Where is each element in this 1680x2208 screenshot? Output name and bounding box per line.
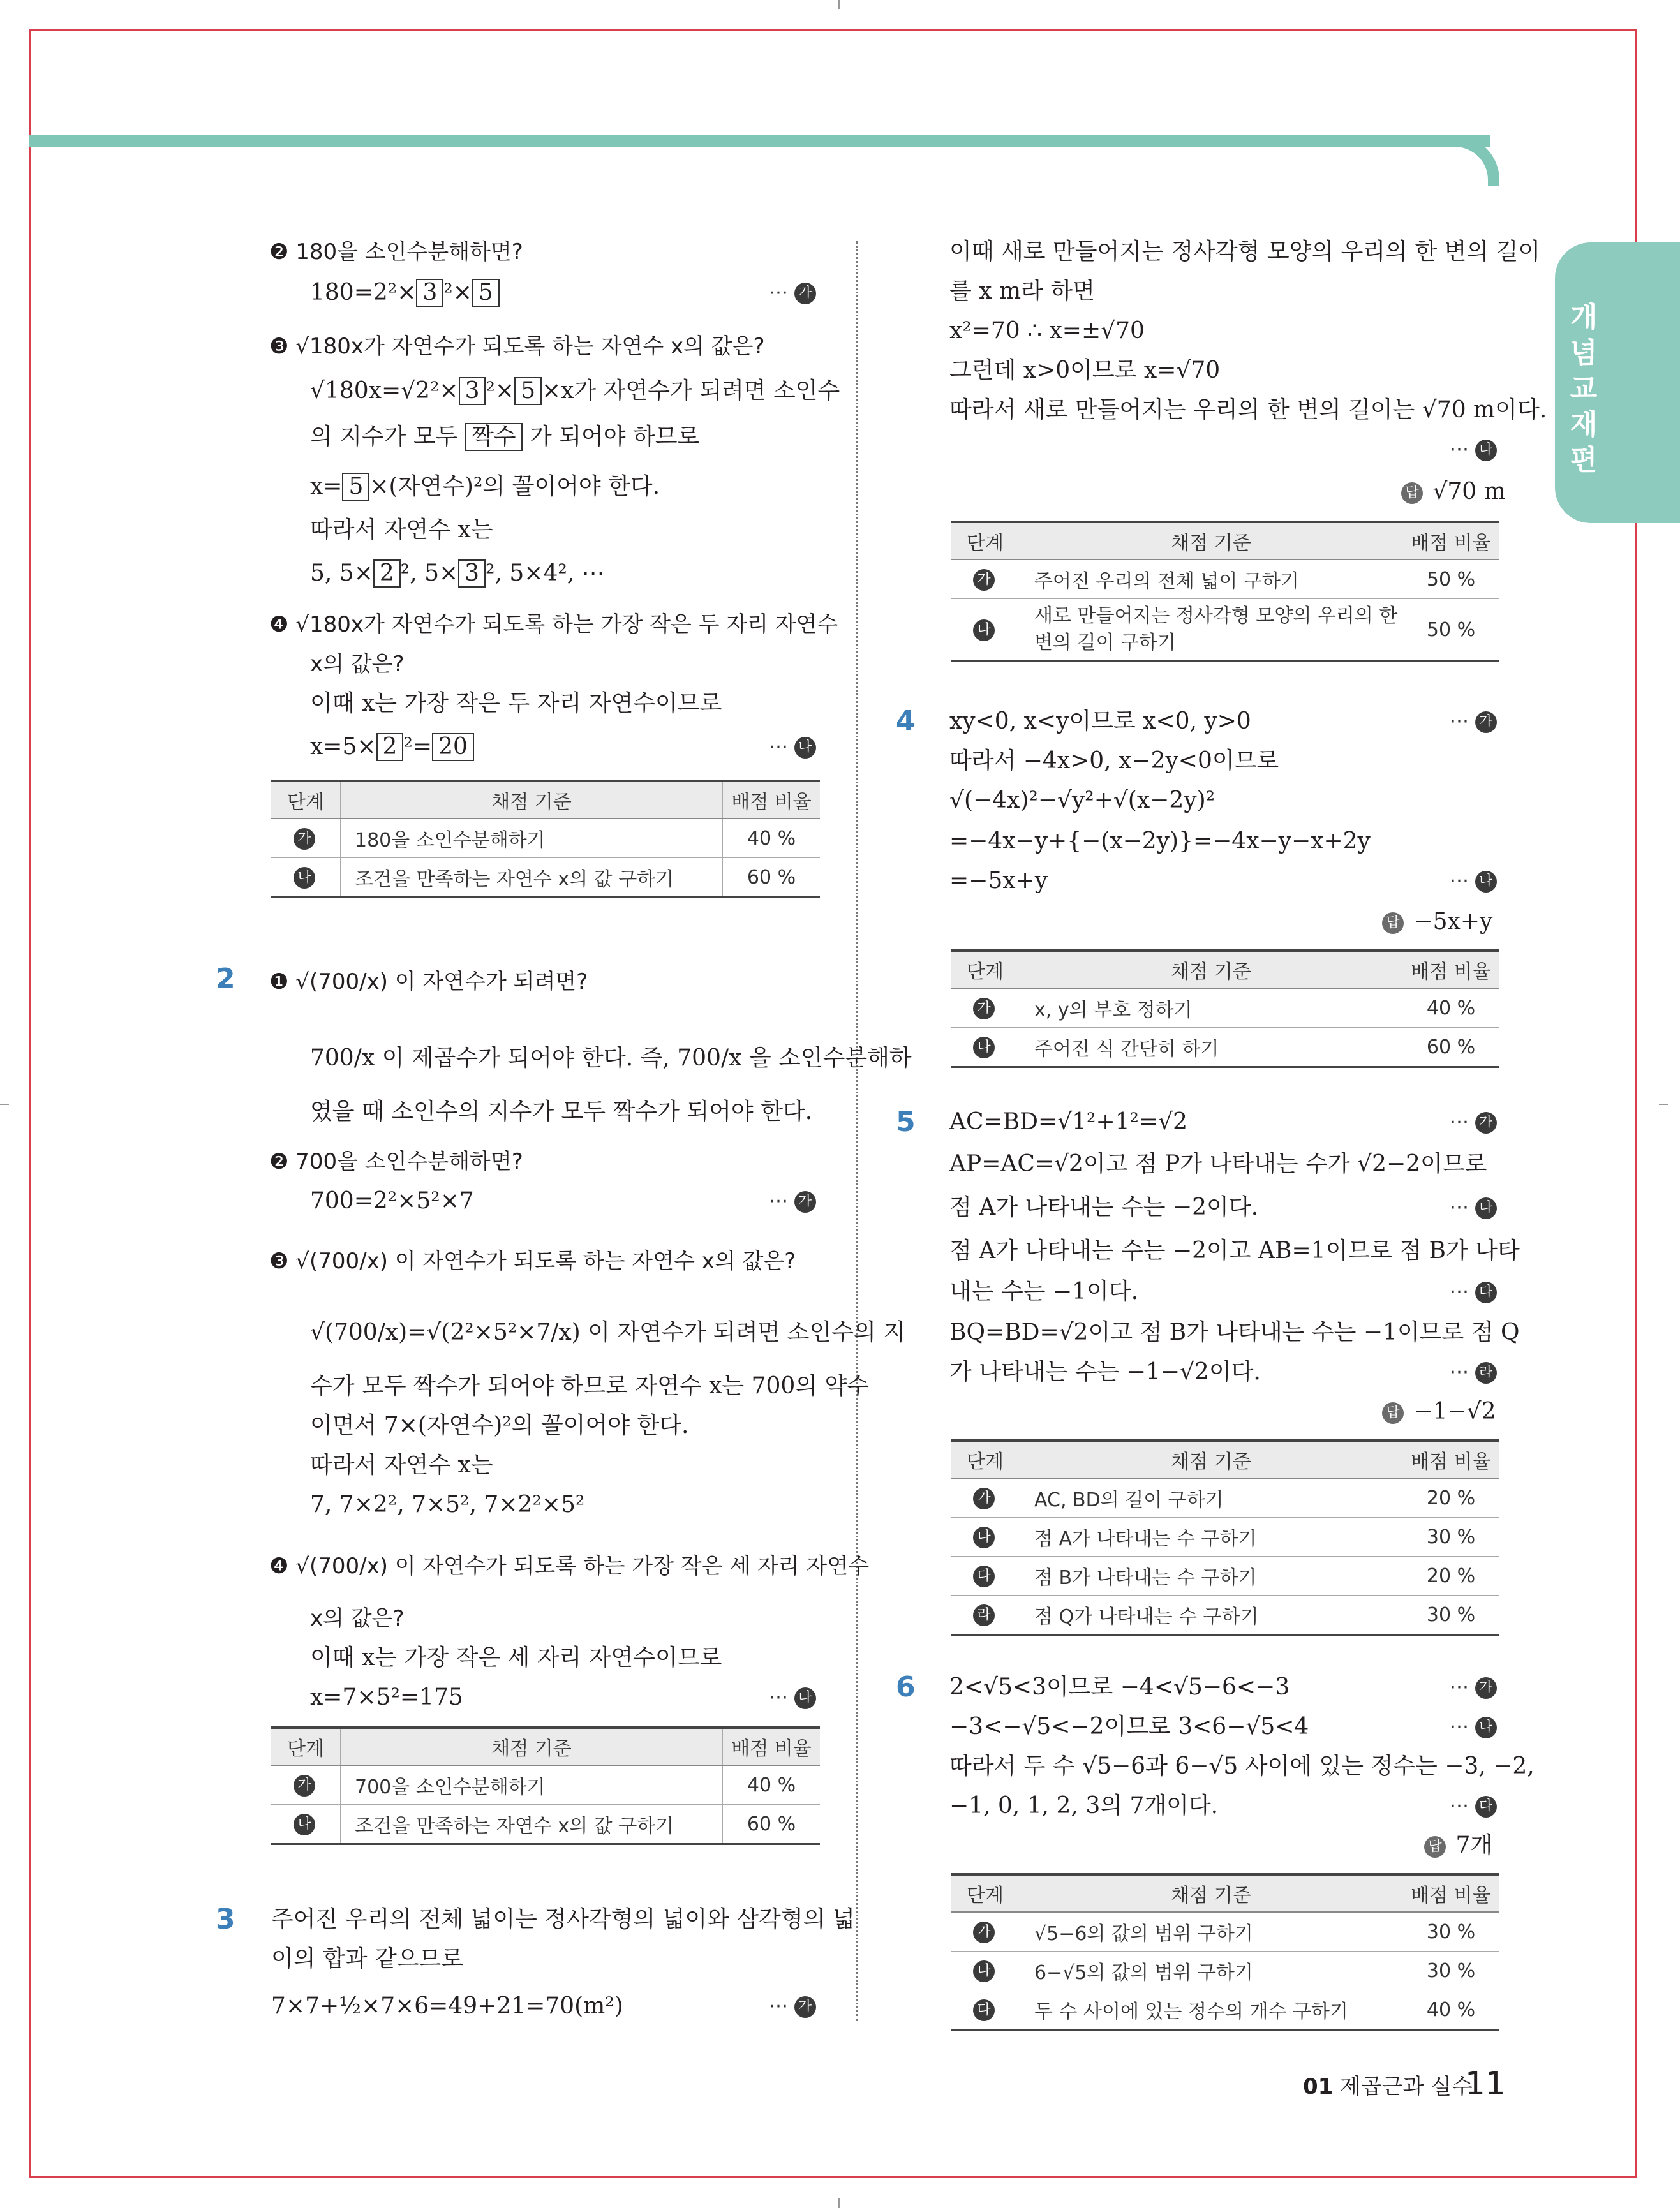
grading-table <box>951 949 1499 1068</box>
equation-line: √(−4x)²−√y²+√(x−2y)² <box>949 787 1215 813</box>
final-answer <box>1424 1830 1492 1862</box>
text: 의 지수가 모두 <box>310 424 458 450</box>
grading-table <box>951 1439 1499 1636</box>
criteria-cell: 180을 소인수분해하기 <box>341 819 723 858</box>
answer-icon: 답 <box>1382 1402 1404 1424</box>
step-icon: 나 <box>973 1960 995 1982</box>
crop-mark <box>838 2198 840 2208</box>
text-line: 를 x m라 하면 <box>949 278 1095 304</box>
ratio-cell: 30 % <box>1402 1912 1500 1952</box>
step-icon: 나 <box>294 867 315 889</box>
answer-icon: 답 <box>1401 482 1423 504</box>
step-icon: 나 <box>973 619 995 641</box>
ratio-cell: 40 % <box>1402 988 1500 1028</box>
crop-mark <box>1659 1104 1668 1105</box>
answer-box: 짝수 <box>465 423 523 451</box>
equation-text: 180=2²× <box>310 279 417 306</box>
col-step: 단계 <box>951 522 1020 559</box>
col-step: 단계 <box>951 951 1020 988</box>
grading-table <box>271 1726 820 1845</box>
text-line: 주어진 우리의 전체 넓이는 정사각형의 넓이와 삼각형의 넓 <box>271 1906 855 1932</box>
step-marker <box>769 1185 819 1217</box>
col-criteria: 채점 기준 <box>1020 1874 1402 1912</box>
col-criteria: 채점 기준 <box>341 781 723 819</box>
text-line <box>310 421 699 453</box>
problem-number: 3 <box>216 1903 235 1936</box>
dots: ⋯ <box>1450 710 1469 732</box>
ratio-cell: 30 % <box>1402 1596 1500 1635</box>
equation-line <box>310 375 840 407</box>
ratio-cell: 40 % <box>1402 1990 1500 2030</box>
criteria-cell: x, y의 부호 정하기 <box>1020 988 1402 1028</box>
table-row <box>271 819 820 858</box>
question-2: ❷ 700을 소인수분해하면? <box>269 1149 523 1174</box>
dots: ⋯ <box>1450 1196 1469 1219</box>
table-row <box>951 988 1499 1028</box>
step-ga-icon: 가 <box>1475 1112 1497 1134</box>
step-ga-icon: 가 <box>794 1191 816 1213</box>
col-ratio: 배점 비율 <box>723 1728 821 1765</box>
col-step: 단계 <box>271 781 341 819</box>
step-na-icon: 나 <box>1475 1197 1497 1219</box>
ratio-cell: 20 % <box>1402 1478 1500 1518</box>
equation-text: ²= <box>403 734 433 760</box>
step-marker <box>1450 1790 1499 1822</box>
answer-box: 3 <box>416 279 443 307</box>
chapter-title: 제곱근과 실수 <box>1340 2074 1473 2100</box>
col-criteria: 채점 기준 <box>341 1728 723 1765</box>
text-line: 내는 수는 −1이다. <box>949 1278 1139 1305</box>
col-ratio: 배점 비율 <box>1402 1441 1500 1478</box>
criteria-cell: 6−√5의 값의 범위 구하기 <box>1020 1952 1402 1990</box>
col-ratio: 배점 비율 <box>1402 1874 1500 1912</box>
answer-value: −1−√2 <box>1413 1398 1496 1425</box>
column-divider <box>856 241 858 2021</box>
ratio-cell: 20 % <box>1402 1557 1500 1596</box>
criteria-cell: 조건을 만족하는 자연수 x의 값 구하기 <box>341 858 723 898</box>
equation-text: x= <box>310 473 343 500</box>
step-marker <box>1450 1711 1499 1743</box>
col-criteria: 채점 기준 <box>1020 1441 1402 1478</box>
step-marker <box>769 277 819 309</box>
text-line: 이때 x는 가장 작은 세 자리 자연수이므로 <box>310 1645 722 1671</box>
step-icon: 나 <box>973 1037 995 1058</box>
answer-box: 5 <box>472 279 500 307</box>
step-marker <box>769 731 819 763</box>
step-marker <box>1450 1106 1499 1138</box>
final-answer <box>1401 476 1506 508</box>
step-marker <box>1450 1671 1499 1703</box>
answer-value: 7개 <box>1455 1832 1493 1858</box>
step-icon: 가 <box>294 828 315 850</box>
equation-line <box>310 731 474 763</box>
criteria-cell: √5−6의 값의 범위 구하기 <box>1020 1912 1402 1952</box>
col-step: 단계 <box>951 1441 1020 1478</box>
answer-value: −5x+y <box>1413 908 1493 935</box>
step-marker <box>1450 1276 1499 1308</box>
ratio-cell: 30 % <box>1402 1952 1500 1990</box>
question-1: ❶ √(700/x) 이 자연수가 되려면? <box>269 969 588 995</box>
step-ga-icon: 가 <box>1475 711 1497 733</box>
equation-text: ², 5×4², ⋯ <box>486 560 605 586</box>
question-4-cont: x의 값은? <box>310 651 405 677</box>
text-line: 였을 때 소인수의 지수가 모두 짝수가 되어야 한다. <box>310 1099 813 1125</box>
step-ga-icon: 가 <box>1475 1677 1497 1699</box>
ratio-cell: 40 % <box>723 1765 821 1805</box>
step-na-icon: 나 <box>1475 871 1497 893</box>
step-na-icon: 나 <box>794 737 816 759</box>
equation-line: 700=2²×5²×7 <box>310 1188 474 1214</box>
equation-line: AP=AC=√2이고 점 P가 나타내는 수가 √2−2이므로 <box>949 1151 1487 1177</box>
question-3: ❸ √180x가 자연수가 되도록 하는 자연수 x의 값은? <box>269 334 765 359</box>
text-line: 따라서 자연수 x는 <box>310 1452 493 1478</box>
criteria-cell: 점 Q가 나타내는 수 구하기 <box>1020 1596 1402 1635</box>
equation-text: √180x=√2²× <box>310 378 459 404</box>
equation-line: x²=70 ∴ x=±√70 <box>949 318 1145 344</box>
equation-line: =−4x−y+{−(x−2y)}=−4x−y−x+2y <box>949 828 1371 854</box>
equation-line: =−5x+y <box>949 868 1048 894</box>
table-row <box>271 1765 820 1805</box>
step-da-icon: 다 <box>1475 1282 1497 1303</box>
step-ra-icon: 라 <box>1475 1362 1497 1384</box>
step-marker <box>1450 434 1499 466</box>
answer-box: 2 <box>373 559 401 588</box>
text-line: 따라서 두 수 √5−6과 6−√5 사이에 있는 정수는 −3, −2, <box>949 1753 1535 1779</box>
step-icon: 라 <box>973 1604 995 1626</box>
text-line: 점 A가 나타내는 수는 −2이다. <box>949 1194 1259 1220</box>
table-row <box>951 599 1499 662</box>
question-4-cont: x의 값은? <box>310 1606 405 1631</box>
criteria-cell: 점 B가 나타내는 수 구하기 <box>1020 1557 1402 1596</box>
side-tab-label: 개념교재편 <box>1570 301 1598 477</box>
answer-box: 20 <box>432 733 474 761</box>
dots: ⋯ <box>1450 1361 1469 1383</box>
table-row <box>951 1952 1499 1990</box>
criteria-cell: 조건을 만족하는 자연수 x의 값 구하기 <box>341 1805 723 1844</box>
text-line: 수가 모두 짝수가 되어야 하므로 자연수 x는 700의 약수 <box>310 1373 870 1399</box>
dots: ⋯ <box>1450 870 1469 892</box>
col-ratio: 배점 비율 <box>1402 951 1500 988</box>
step-marker <box>1450 1356 1499 1388</box>
problem-number: 4 <box>896 705 916 737</box>
equation-line: 7, 7×2², 7×5², 7×2²×5² <box>310 1492 585 1518</box>
step-icon: 가 <box>973 1922 995 1943</box>
dots: ⋯ <box>1450 1676 1469 1698</box>
problem-number: 6 <box>896 1671 916 1703</box>
dots: ⋯ <box>1450 1715 1469 1738</box>
step-marker <box>769 1990 819 2022</box>
table-row <box>951 1990 1499 2030</box>
text-line: 가 나타내는 수는 −1−√2이다. <box>949 1359 1261 1385</box>
table-row <box>951 1028 1499 1067</box>
equation-line <box>310 277 500 309</box>
grading-table <box>271 780 820 898</box>
text-line: 이면서 7×(자연수)²의 꼴이어야 한다. <box>310 1412 689 1439</box>
table-row <box>271 858 820 898</box>
text-line: 따라서 −4x>0, x−2y<0이므로 <box>949 748 1279 774</box>
dots: ⋯ <box>1450 438 1469 461</box>
equation-line: √(700/x)=√(2²×5²×7/x) 이 자연수가 되려면 소인수의 지 <box>310 1319 906 1345</box>
text-line: 점 A가 나타내는 수는 −2이고 AB=1이므로 점 B가 나타 <box>949 1238 1520 1264</box>
step-na-icon: 나 <box>1475 1717 1497 1738</box>
step-icon: 가 <box>973 1488 995 1509</box>
equation-line: xy<0, x<y이므로 x<0, y>0 <box>949 708 1251 734</box>
dots: ⋯ <box>1450 1111 1469 1133</box>
step-icon: 나 <box>973 1527 995 1548</box>
col-criteria: 채점 기준 <box>1020 522 1402 559</box>
step-marker <box>1450 865 1499 897</box>
table-row <box>271 1805 820 1844</box>
col-criteria: 채점 기준 <box>1020 951 1402 988</box>
answer-value: √70 m <box>1432 478 1506 505</box>
col-ratio: 배점 비율 <box>723 781 821 819</box>
text-line: 이때 x는 가장 작은 두 자리 자연수이므로 <box>310 690 722 716</box>
dots: ⋯ <box>1450 1795 1469 1817</box>
equation-text: ², 5× <box>400 560 459 586</box>
dots: ⋯ <box>769 736 788 758</box>
equation-text: 5, 5× <box>310 560 373 586</box>
step-icon: 다 <box>973 1999 995 2021</box>
equation-text: ²× <box>486 378 515 404</box>
question-2: ❷ 180을 소인수분해하면? <box>269 239 523 265</box>
dots: ⋯ <box>769 281 788 304</box>
grading-table <box>951 521 1499 662</box>
ratio-cell: 30 % <box>1402 1518 1500 1557</box>
problem-number: 2 <box>216 963 235 995</box>
step-da-icon: 다 <box>1475 1796 1497 1818</box>
answer-box: 2 <box>376 733 404 761</box>
equation-line: AC=BD=√1²+1²=√2 <box>949 1109 1187 1135</box>
answer-icon: 답 <box>1424 1836 1446 1858</box>
question-3: ❸ √(700/x) 이 자연수가 되도록 하는 자연수 x의 값은? <box>269 1248 796 1274</box>
ratio-cell: 60 % <box>1402 1028 1500 1067</box>
problem-number: 5 <box>896 1106 916 1138</box>
table-row <box>951 1518 1499 1557</box>
col-step: 단계 <box>271 1728 341 1765</box>
step-marker <box>769 1682 819 1714</box>
table-row <box>951 559 1499 599</box>
equation-text: ²× <box>443 279 472 306</box>
dots: ⋯ <box>769 1995 788 2017</box>
ratio-cell: 50 % <box>1402 559 1500 599</box>
question-4: ❹ √180x가 자연수가 되도록 하는 가장 작은 두 자리 자연수 <box>269 612 838 637</box>
criteria-cell: 주어진 식 간단히 하기 <box>1020 1028 1402 1067</box>
col-step: 단계 <box>951 1874 1020 1912</box>
equation-line: x=7×5²=175 <box>310 1684 463 1710</box>
crop-mark <box>838 0 840 9</box>
dots: ⋯ <box>1450 1280 1469 1303</box>
step-icon: 나 <box>294 1814 315 1835</box>
step-marker <box>1450 1192 1499 1224</box>
step-icon: 가 <box>294 1775 315 1797</box>
text: 가 되어야 하므로 <box>530 424 700 450</box>
text-line: 따라서 새로 만들어지는 우리의 한 변의 길이는 √70 m이다. <box>949 397 1547 423</box>
answer-box: 3 <box>458 559 486 588</box>
step-marker <box>1450 706 1499 737</box>
criteria-cell: 주어진 우리의 전체 넓이 구하기 <box>1020 559 1402 599</box>
equation-text: ×(자연수)²의 꼴이어야 한다. <box>369 473 660 500</box>
answer-icon: 답 <box>1382 912 1404 934</box>
step-ga-icon: 가 <box>794 283 816 304</box>
answer-box: 5 <box>342 473 369 501</box>
step-icon: 가 <box>973 998 995 1019</box>
step-ga-icon: 가 <box>794 1996 816 2018</box>
criteria-cell: 점 A가 나타내는 수 구하기 <box>1020 1518 1402 1557</box>
chapter-number: 01 <box>1303 2074 1334 2100</box>
criteria-cell: AC, BD의 길이 구하기 <box>1020 1478 1402 1518</box>
answer-box: 3 <box>459 377 486 405</box>
equation-line <box>310 471 660 503</box>
header-bar <box>29 135 1490 147</box>
text-line: 700/x 이 제곱수가 되어야 한다. 즉, 700/x 을 소인수분해하 <box>310 1045 912 1071</box>
grading-table <box>951 1873 1499 2031</box>
text-line: 이의 합과 같으므로 <box>271 1946 464 1972</box>
final-answer <box>1382 906 1492 938</box>
equation-text: ×x가 자연수가 되려면 소인수 <box>541 378 840 404</box>
table-row <box>951 1478 1499 1518</box>
table-row <box>951 1912 1499 1952</box>
step-icon: 다 <box>973 1566 995 1587</box>
step-na-icon: 나 <box>794 1687 816 1709</box>
ratio-cell: 50 % <box>1402 599 1500 662</box>
step-na-icon: 나 <box>1475 440 1497 461</box>
text-line: −1, 0, 1, 2, 3의 7개이다. <box>949 1793 1219 1819</box>
page-number: 11 <box>1465 2065 1506 2102</box>
dots: ⋯ <box>769 1190 788 1212</box>
equation-line: −3<−√5<−2이므로 3<6−√5<4 <box>949 1714 1309 1740</box>
crop-mark <box>0 1104 9 1105</box>
equation-text: x=5× <box>310 734 376 760</box>
table-row <box>951 1557 1499 1596</box>
equation-line: 7×7+½×7×6=49+21=70(m²) <box>271 1993 623 2019</box>
equation-line: 그런데 x>0이므로 x=√70 <box>949 357 1221 383</box>
equation-line: BQ=BD=√2이고 점 B가 나타내는 수는 −1이므로 점 Q <box>949 1319 1520 1345</box>
dots: ⋯ <box>769 1686 788 1708</box>
text-line: 이때 새로 만들어지는 정사각형 모양의 우리의 한 변의 길이 <box>949 239 1541 265</box>
col-ratio: 배점 비율 <box>1402 522 1500 559</box>
question-4: ❹ √(700/x) 이 자연수가 되도록 하는 가장 작은 세 자리 자연수 <box>269 1553 870 1579</box>
text-line: 따라서 자연수 x는 <box>310 517 493 543</box>
final-answer <box>1382 1396 1496 1428</box>
ratio-cell: 60 % <box>723 858 821 898</box>
criteria-cell: 새로 만들어지는 정사각형 모양의 우리의 한 변의 길이 구하기 <box>1020 599 1402 662</box>
step-icon: 가 <box>973 569 995 591</box>
criteria-cell: 두 수 사이에 있는 정수의 개수 구하기 <box>1020 1990 1402 2030</box>
ratio-cell: 60 % <box>723 1805 821 1844</box>
equation-line: 2<√5<3이므로 −4<√5−6<−3 <box>949 1674 1290 1700</box>
table-row <box>951 1596 1499 1635</box>
footer-chapter <box>1303 2071 1473 2103</box>
equation-line <box>310 558 605 589</box>
ratio-cell: 40 % <box>723 819 821 858</box>
answer-box: 5 <box>514 377 542 405</box>
criteria-cell: 700을 소인수분해하기 <box>341 1765 723 1805</box>
